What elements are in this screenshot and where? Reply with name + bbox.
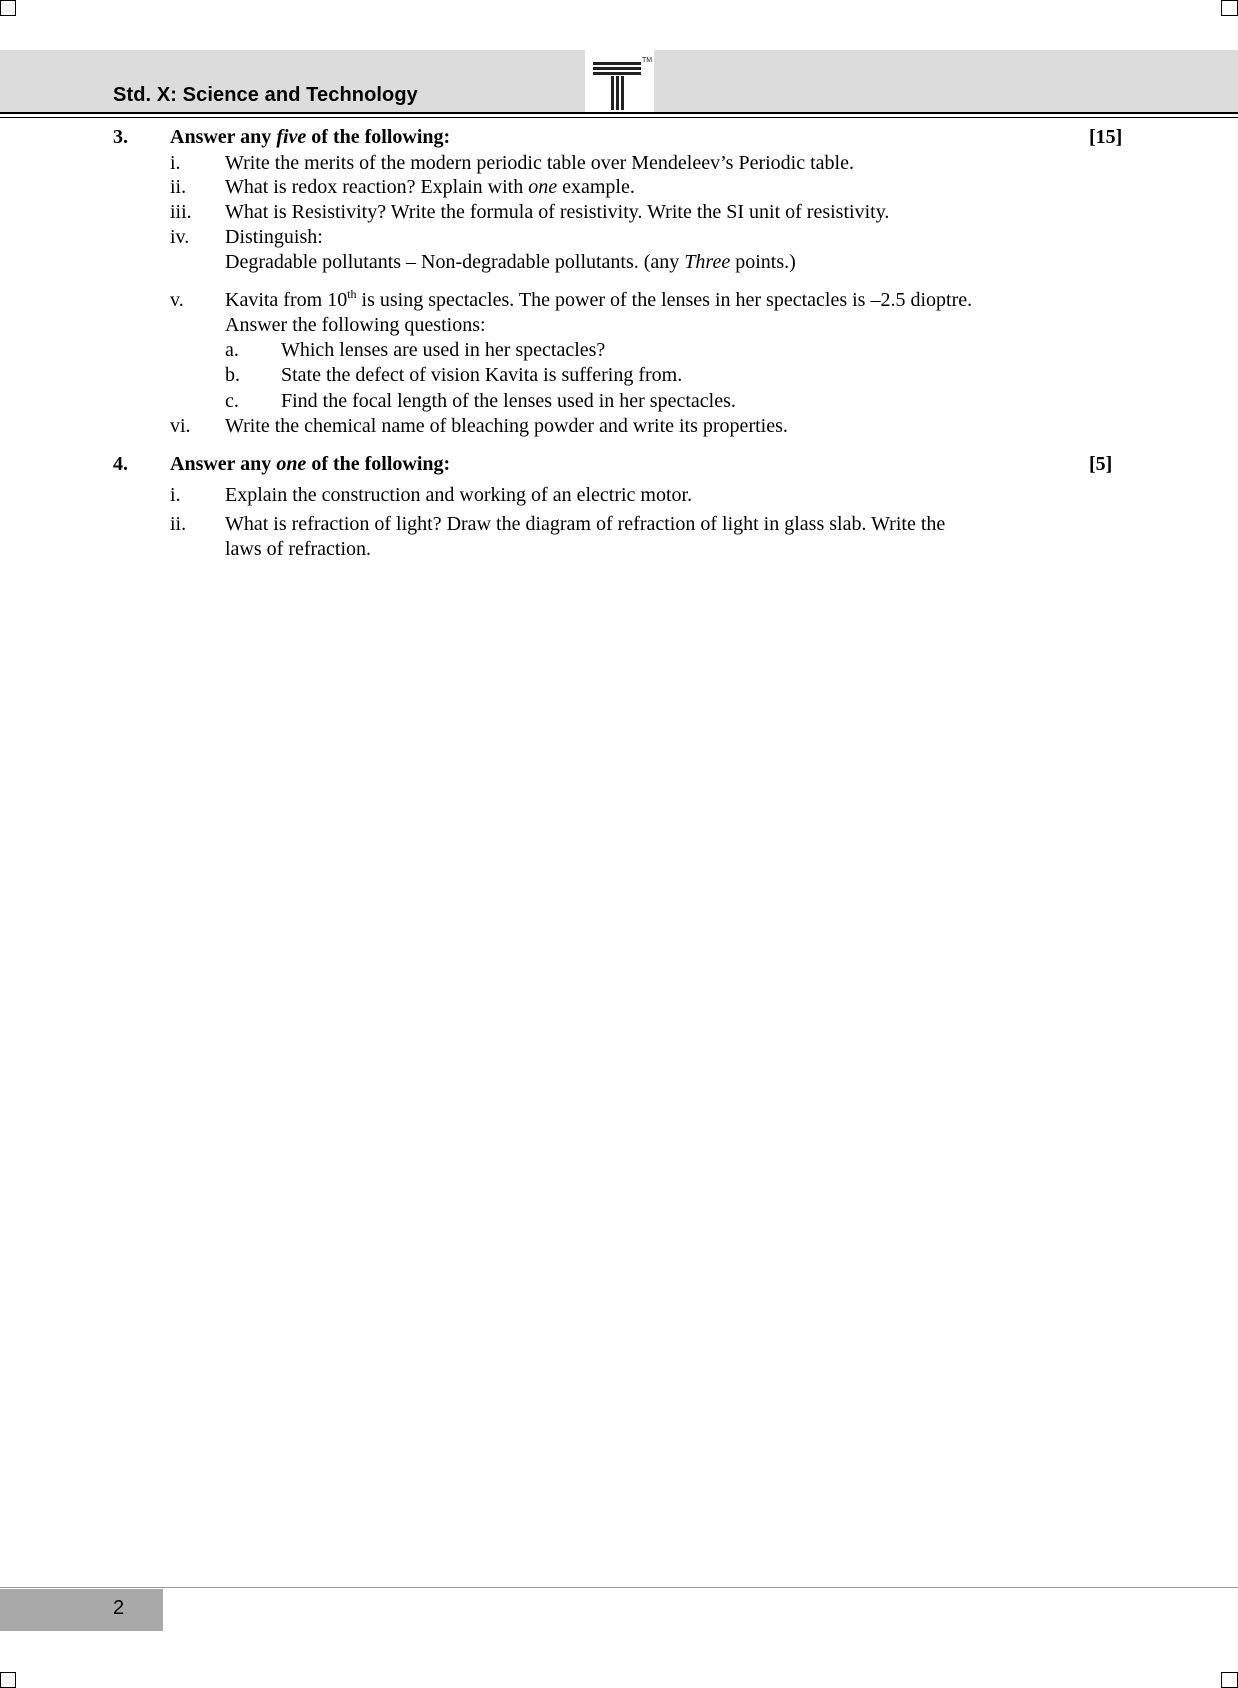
q3-ii-text (225, 175, 635, 199)
q4-i-text: Explain the construction and working of an electric motor. (225, 484, 693, 506)
q3-v-c-text: Find the focal length of the lenses used in her spectacles. (281, 390, 736, 412)
q4-ii-line2: laws of refraction. (225, 538, 372, 560)
q3-iv-line2 (225, 250, 796, 274)
q3-v-b-label: b. (225, 364, 240, 386)
q3-ii-number: ii. (170, 176, 187, 198)
header-rule-thin (0, 117, 1238, 118)
page-number: 2 (113, 1597, 125, 1619)
crop-mark-bottom-right (1221, 1672, 1238, 1688)
q4-heading (170, 452, 450, 476)
publisher-logo (585, 50, 654, 112)
q3-iii-number: iii. (170, 201, 192, 223)
q3-ii-post: example. (557, 176, 635, 198)
q3-i-number: i. (170, 152, 181, 174)
q4-ii-number: ii. (170, 513, 187, 535)
q3-v-pre: Kavita from 10 (225, 289, 348, 311)
crop-mark-bottom-left (0, 1672, 16, 1688)
header-rule (0, 112, 1238, 114)
header-title: Std. X: Science and Technology (113, 84, 418, 106)
q3-vi-text: Write the chemical name of bleaching powder and write its properties. (225, 415, 788, 437)
q3-iv-line2-post: points.) (730, 251, 796, 273)
q4-number: 4. (113, 453, 128, 475)
q3-number: 3. (113, 126, 128, 148)
q3-heading-em: five (276, 126, 307, 148)
q3-heading (170, 125, 450, 149)
footer-page-box (0, 1589, 163, 1631)
q4-heading-pre: Answer any (170, 453, 277, 475)
q3-iv-line2-em: Three (684, 251, 731, 273)
q3-i-text: Write the merits of the modern periodic table over Mendeleev’s Periodic table. (225, 152, 854, 174)
q3-vi-number: vi. (170, 415, 191, 437)
q3-v-a-label: a. (225, 339, 239, 361)
q3-iii-text: What is Resistivity? Write the formula of resistivity. Write the SI unit of resistivity. (225, 201, 890, 223)
q3-v-number: v. (170, 289, 184, 311)
q4-heading-post: of the following: (306, 453, 451, 475)
q3-ii-pre: What is redox reaction? Explain with (225, 176, 529, 198)
q4-i-number: i. (170, 484, 181, 506)
q3-v-text (225, 288, 972, 312)
q3-marks: [15] (1089, 126, 1123, 148)
q4-marks: [5] (1089, 453, 1113, 475)
q3-v-b-text: State the defect of vision Kavita is suffering from. (281, 364, 683, 386)
q3-heading-pre: Answer any (170, 126, 277, 148)
q3-v-post: is using spectacles. The power of the lenses in her spectacles is –2.5 dioptre. (356, 289, 973, 311)
q3-iv-number: iv. (170, 226, 190, 248)
footer-rule (0, 1587, 1238, 1588)
crop-mark-top-right (1221, 0, 1238, 16)
q3-v-line2: Answer the following questions: (225, 314, 486, 336)
q4-ii-text: What is refraction of light? Draw the diagram of refraction of light in glass slab. Write the (225, 513, 946, 535)
t-logo-icon (585, 50, 654, 112)
q3-heading-post: of the following: (306, 126, 451, 148)
q4-heading-em: one (276, 453, 307, 475)
q3-v-a-text: Which lenses are used in her spectacles? (281, 339, 606, 361)
q3-iv-text: Distinguish: (225, 226, 323, 248)
q3-ii-em: one (528, 176, 558, 198)
q3-iv-line2-pre: Degradable pollutants – Non-degradable pollutants. (any (225, 251, 685, 273)
crop-mark-top-left (0, 0, 16, 16)
logo-trademark: TM (642, 57, 653, 64)
q3-v-sup: th (347, 287, 357, 301)
q3-v-c-label: c. (225, 390, 239, 412)
